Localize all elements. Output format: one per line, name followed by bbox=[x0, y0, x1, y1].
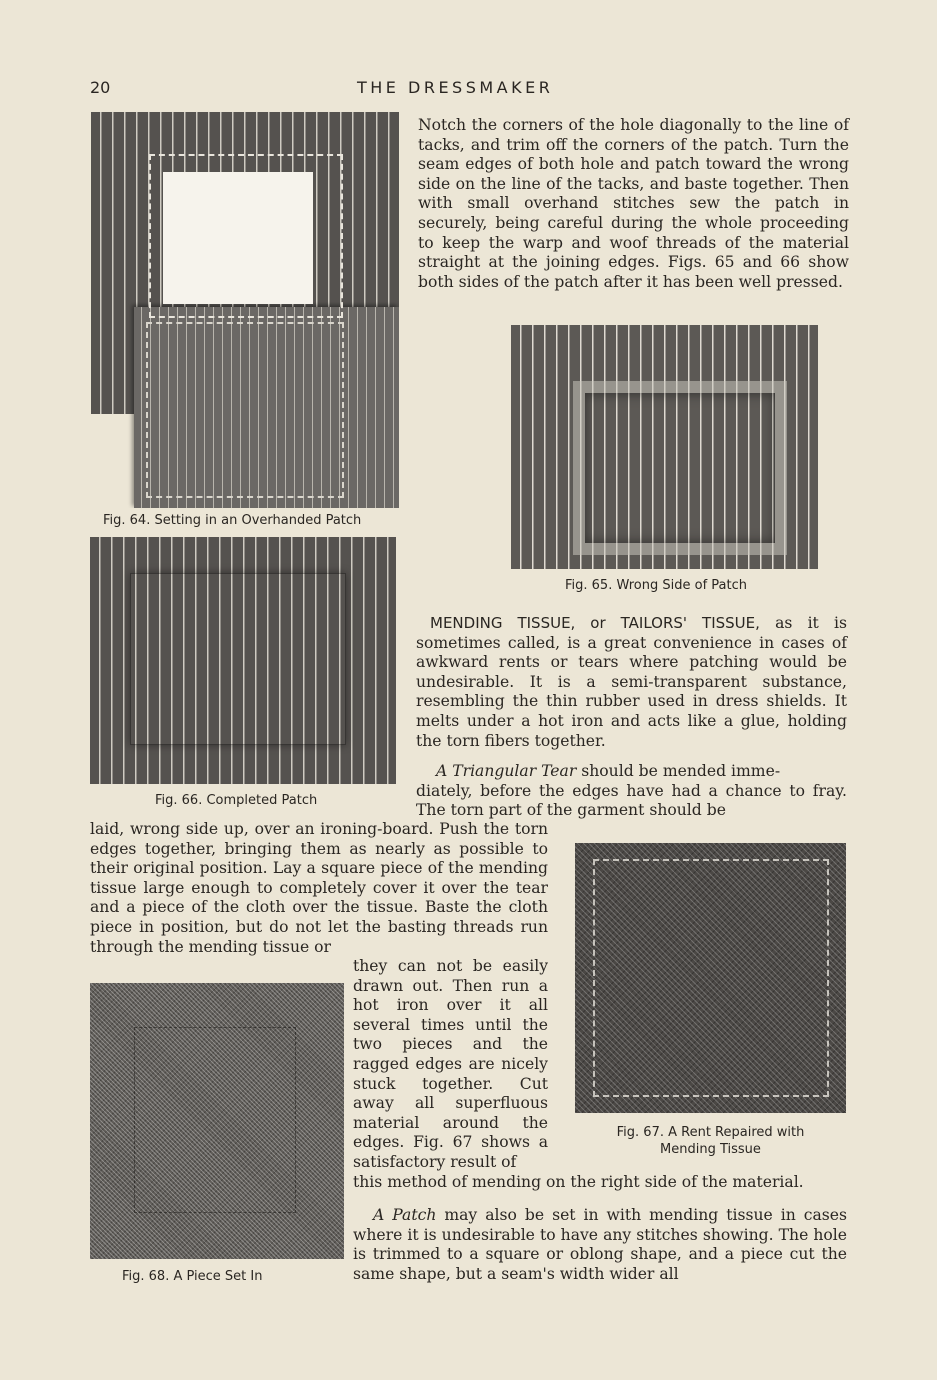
page-number: 20 bbox=[90, 78, 111, 97]
figure-67-image bbox=[575, 843, 846, 1113]
paragraph-2-text: as it is sometimes called, is a great convenience in cases of awkward rents or tears where patching would be undesirable. It is a semi-transparent substance, resembling the thin rubber used in dress shields. It melts under a hot iron and acts like a glue, holding the torn fibers together. bbox=[416, 614, 847, 750]
mending-tissue-heading: MENDING TISSUE, or TAILORS' TISSUE, bbox=[430, 614, 760, 632]
paragraph-1 bbox=[418, 116, 849, 292]
paragraph-3-b: diately, before the edges have had a chance to fray. The torn part of the garment should be bbox=[416, 781, 847, 820]
figure-67-caption-line-1: Fig. 67. A Rent Repaired with bbox=[616, 1125, 805, 1140]
paragraph-3-middle bbox=[90, 820, 548, 957]
figure-65-image bbox=[511, 325, 818, 569]
paragraph-3-d: they can not be easily drawn out. Then run a hot iron over it all several times until the two pieces and the ragged edges are nicely stuck together. Cut away all superfluous material around the edges. Fig. 67 shows a satisfactory result of bbox=[353, 957, 548, 1171]
figure-64-image bbox=[91, 112, 399, 508]
paragraph-3-c: laid, wrong side up, over an ironing-board. Push the torn edges together, bringing them as nearly as possible to their original position. Lay a square piece of the mending tissue large enough to completely cover it over the tear and a piece of the cloth over the tissue. Baste the cloth piece in position, but do not let the basting threads run through the mending tissue or bbox=[90, 820, 548, 956]
paragraph-2 bbox=[416, 614, 847, 751]
a-patch-heading: A Patch bbox=[373, 1206, 437, 1224]
paragraph-3-top bbox=[416, 762, 847, 821]
paragraph-3-a: should be mended imme- bbox=[576, 762, 781, 780]
figure-67-caption-line-2: Mending Tissue bbox=[660, 1142, 761, 1157]
paragraph-1-text: Notch the corners of the hole diagonally to the line of tacks, and trim off the corners of the patch. Turn the seam edges of both hole and patch toward the wrong side on the line of the tacks, and baste together. Then with small overhand stitches sew the patch in securely, being careful during the whole proceeding to keep the warp and woof threads of the material straight at the joining edges. Figs. 65 and 66 show both sides of the patch after it has been well pressed. bbox=[418, 116, 849, 291]
paragraph-4-text: may also be set in with mending tissue in cases where it is undesirable to have any stitches showing. The hole is trimmed to a square or oblong shape, and a piece cut the same shape, but a seam's width wider all bbox=[353, 1206, 847, 1283]
paragraph-3-e: this method of mending on the right side of the material. bbox=[353, 1173, 804, 1191]
figure-66-image bbox=[90, 537, 396, 784]
paragraph-4 bbox=[353, 1206, 847, 1284]
figure-67-caption bbox=[575, 1124, 846, 1158]
running-head: THE DRESSMAKER bbox=[357, 78, 554, 97]
paragraph-3-end bbox=[353, 1173, 847, 1193]
figure-64-caption: Fig. 64. Setting in an Overhanded Patch bbox=[103, 513, 362, 528]
figure-68-caption: Fig. 68. A Piece Set In bbox=[122, 1269, 263, 1284]
figure-68-image bbox=[90, 983, 344, 1259]
figure-66-caption: Fig. 66. Completed Patch bbox=[155, 793, 318, 808]
paragraph-3-narrow bbox=[353, 957, 548, 1173]
triangular-tear-heading: A Triangular Tear bbox=[436, 762, 577, 780]
figure-65-caption: Fig. 65. Wrong Side of Patch bbox=[565, 578, 747, 593]
